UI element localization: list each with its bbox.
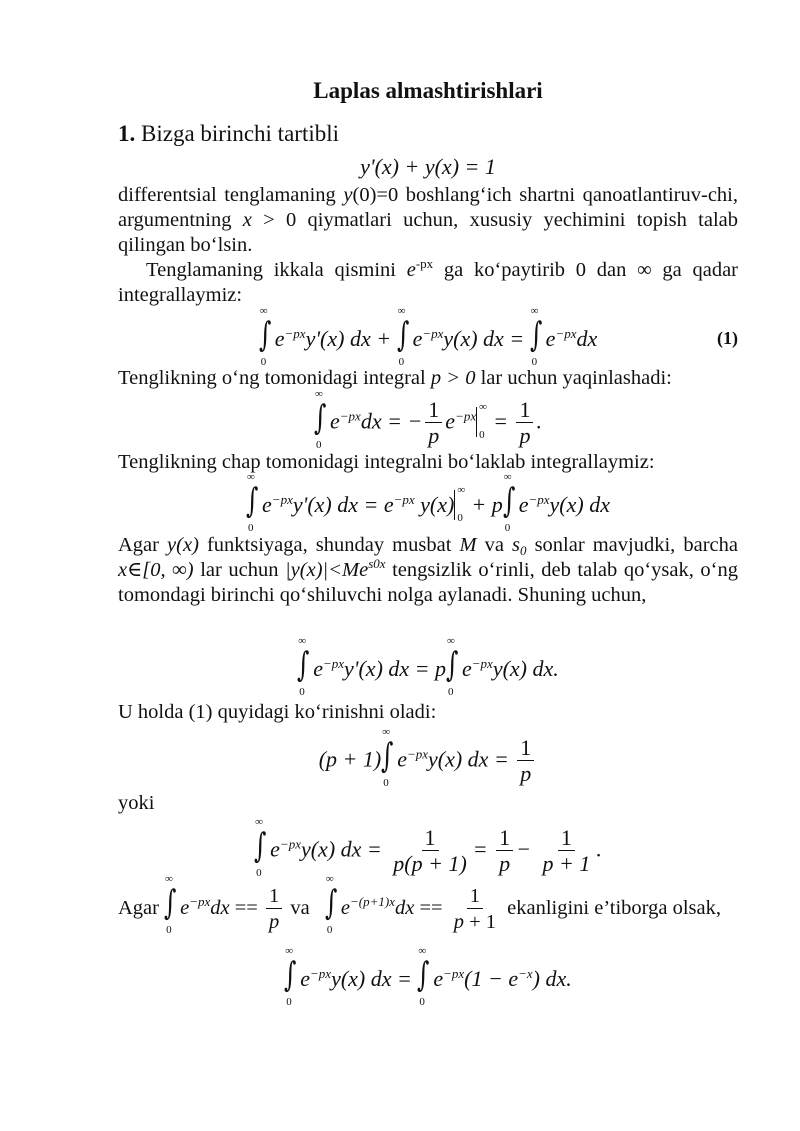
integral-sign: ∫ ∞ 0	[396, 305, 409, 368]
equation-partial-fractions: ∫ ∞ 0 $e^{-px}y(x)$ dx = $\frac{1}{p(p + 1)}$ = $\frac{1}{p}$ − $\frac{1}{p + 1}$ .	[254, 815, 602, 879]
equation-simplified: ∫ ∞ 0 $e^{-px}y'(x)$ dx = p ∫ ∞ 0 $e^{-px}y(x)$ dx.	[297, 635, 559, 698]
equation-by-parts: ∫ ∞ 0 $e^{-px}y'(x)$ dx = $e^{-px}$ y(x) ∞ 0 + p ∫ ∞ 0 $e^{-px}y(x)$ dx	[246, 471, 610, 534]
paragraph-3: Tenglikning o‘ng tomonidagi integral p > 0 lar uchun yaqinlashadi:	[118, 367, 672, 389]
section-lead: Bizga birinchi tartibli	[135, 121, 340, 146]
equation-final: ∫ ∞ 0 $e^{-px}y(x)$ dx = ∫ ∞ 0 $e^{-px}(1 - e^{-x})$ dx.	[284, 945, 572, 1008]
page-title: Laplas almashtirishlari	[313, 78, 543, 103]
integral-sign: ∫ ∞ 0	[258, 305, 272, 368]
paragraph-4: Tenglikning chap tomonidagi integralni bo‘laklab integrallaymiz:	[118, 451, 655, 473]
section-number: 1.	[118, 121, 136, 146]
paragraph-7: yoki	[118, 792, 155, 814]
paragraph-5: Agar y(x) funktsiyaga, shunday musbat M va $s_0$ sonlar mavjudki, barcha x∈[0, ∞) lar uchun $|y(x)|<Me^{s0x}$ tengsizlik o‘rinli, deb talab qo‘ysak, o‘ng tomondagi birinchi qo‘shiluvchi nolga aylanadi. Shuning uchun,	[118, 534, 738, 606]
equation-main: y'(x) + y(x) = 1	[360, 154, 496, 179]
paragraph-1: differentsial tenglamaning y(0)=0 boshlang‘ich shartni qanoatlantiruv-chi, argumentning x > 0 qiymatlari uchun, xususiy yechimini topish talab qilingan bo‘lsin.	[118, 184, 739, 256]
equation-number: (1)	[717, 328, 738, 348]
equation-right-integral: ∫ ∞ 0 $e^{-px}dx$ = − $\frac{1}{p}$ $e^{-px}$ ∞ 0 = $\frac{1}{p}$ .	[314, 387, 542, 451]
paragraph-6: U holda (1) quyidagi ko‘rinishni oladi:	[118, 701, 437, 723]
equation-1: ∫ ∞ 0 $e^{-px}y'(x)$ dx + ∫ ∞ 0 $e^{-px}y(x)$ dx = ∫ ∞ 0 $e^{-px}dx$	[258, 305, 598, 368]
paragraph-2: Tenglamaning ikkala qismini $e^{-px}$ ga ko‘paytirib 0 dan ∞ ga qadar integrallaymiz:	[118, 256, 738, 306]
section-heading	[118, 121, 738, 146]
integral-sign: ∫ ∞ 0	[529, 305, 543, 368]
equation-p-plus-1: (p + 1) ∫ ∞ 0 $e^{-px}y(x)$ dx = $\frac{1}{p}$	[0, 736, 800, 787]
paragraph-8: Agar ∫ ∞ 0 $e^{-px}dx$ == $\frac{1}{p}$ va ∫ ∞ 0 $e^{-(p+1)x}dx$ == $\frac{1}{p + 1}$ ekanligini e’tiborga olsak,	[118, 873, 722, 937]
